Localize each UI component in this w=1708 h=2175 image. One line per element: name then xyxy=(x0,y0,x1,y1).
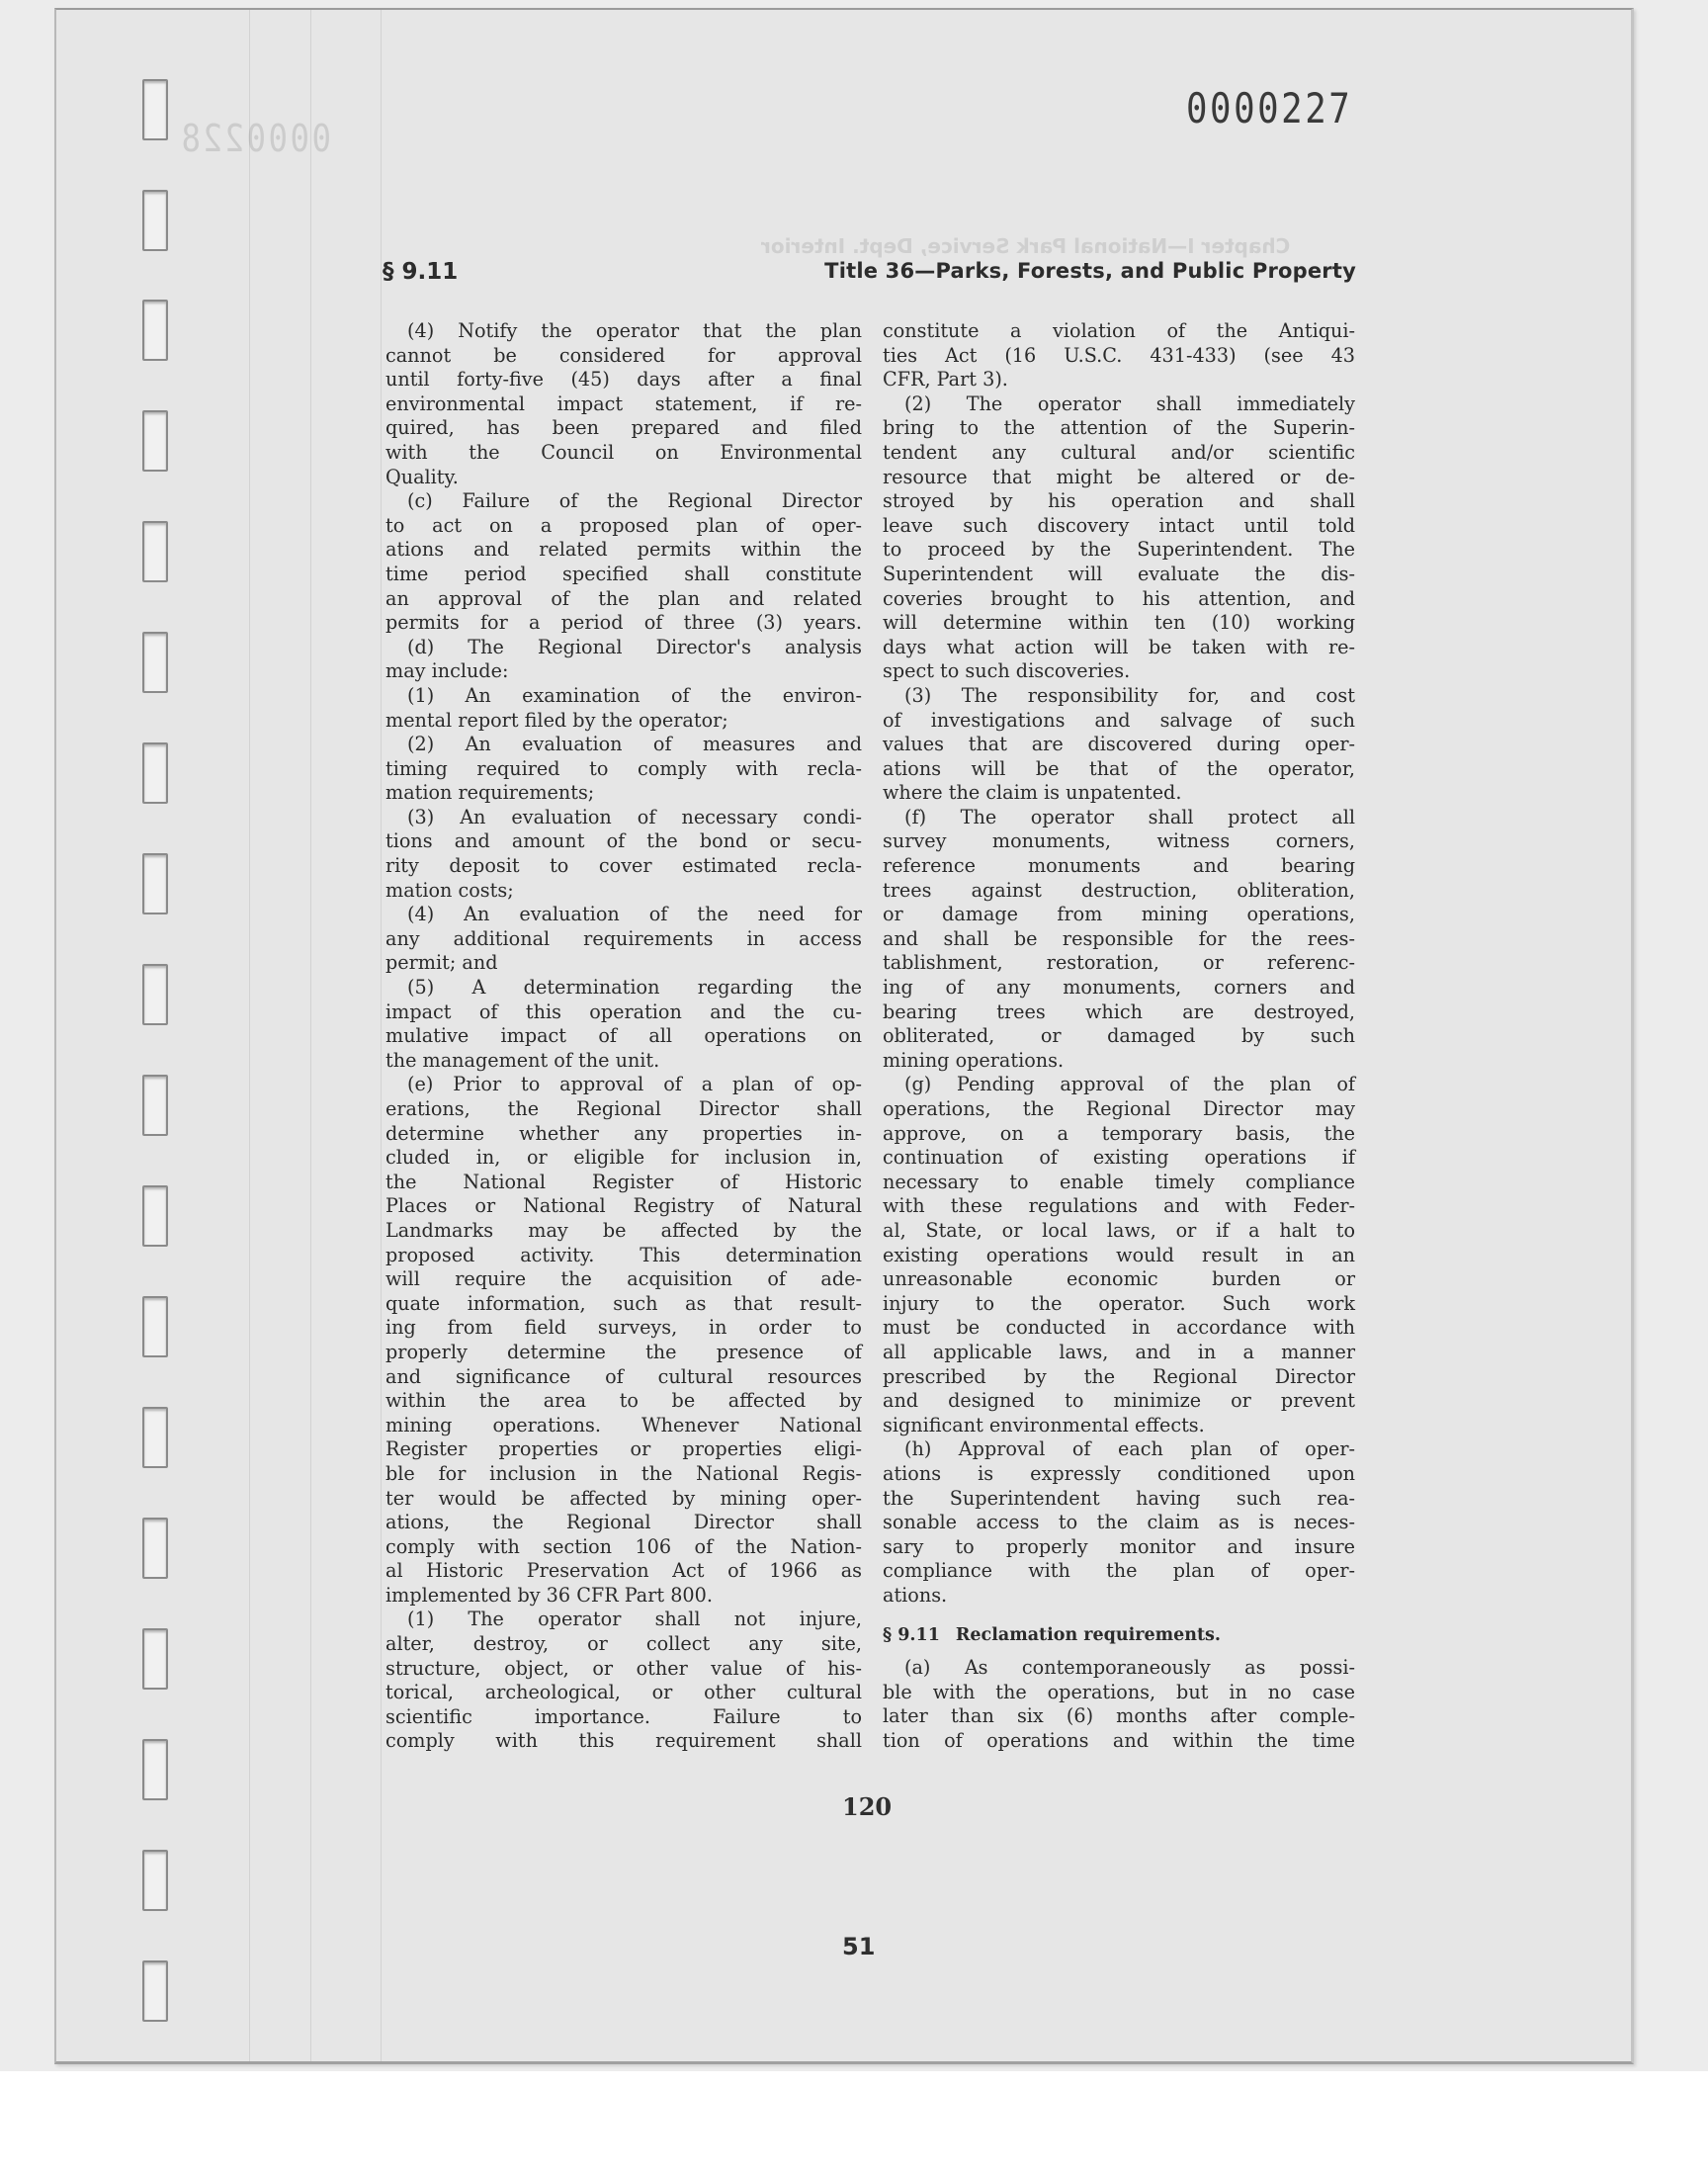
text-line: with the Council on Environmental xyxy=(385,440,862,464)
bates-stamp-number: 0000227 xyxy=(1186,84,1353,132)
text-line: (d) The Regional Director's analysis xyxy=(407,635,862,658)
text-line: (3) An evaluation of necessary condi- xyxy=(407,805,862,828)
right-column-lower-text xyxy=(883,1656,1355,1753)
text-line: ble for inclusion in the National Regis- xyxy=(385,1461,862,1485)
text-line: trees against destruction, obliteration, xyxy=(883,878,1355,902)
text-line: existing operations would result in an xyxy=(883,1243,1355,1266)
left-text-column xyxy=(385,319,862,1754)
text-line: mining operations. xyxy=(883,1048,1065,1072)
text-line: permit; and xyxy=(385,951,498,975)
text-line: (2) The operator shall immediately xyxy=(904,392,1355,415)
text-line: mation requirements; xyxy=(385,781,595,805)
text-line: (4) Notify the operator that the plan xyxy=(407,319,862,342)
text-line: reference monuments and bearing xyxy=(883,854,1355,878)
text-line: ties Act (16 U.S.C. 431-433) (see 43 xyxy=(883,343,1355,367)
text-line: (a) As contemporaneously as possi- xyxy=(904,1656,1355,1680)
text-line: survey monuments, witness corners, xyxy=(883,829,1355,853)
binder-page-number: 51 xyxy=(842,1933,876,1960)
text-line: unreasonable economic burden or xyxy=(883,1267,1355,1291)
text-line: (2) An evaluation of measures and xyxy=(407,733,862,756)
text-line: Places or National Registry of Natural xyxy=(385,1194,862,1218)
text-line: and significance of cultural resources xyxy=(385,1364,862,1388)
text-line: continuation of existing operations if xyxy=(883,1146,1355,1170)
text-line: quired, has been prepared and filed xyxy=(385,416,862,440)
text-line: spect to such discoveries. xyxy=(883,659,1131,683)
bleed-through-header: Chapter I—National Park Service, Dept. Interior xyxy=(761,234,1291,258)
text-line: approve, on a temporary basis, the xyxy=(883,1121,1355,1145)
section-heading-number: § 9.11 xyxy=(883,1625,940,1646)
text-line: all applicable laws, and in a manner xyxy=(883,1340,1355,1363)
text-line: (f) The operator shall protect all xyxy=(904,805,1355,828)
text-line: quate information, such as that result- xyxy=(385,1291,862,1315)
text-line: permits for a period of three (3) years. xyxy=(385,611,862,635)
text-line: may include: xyxy=(385,659,509,683)
binder-punch-hole xyxy=(142,1739,168,1800)
text-line: of investigations and salvage of such xyxy=(883,708,1355,732)
text-line: coveries brought to his attention, and xyxy=(883,586,1355,610)
text-line: or damage from mining operations, xyxy=(883,903,1355,926)
text-line: sary to properly monitor and insure xyxy=(883,1534,1355,1558)
binder-punch-hole xyxy=(142,410,168,472)
page-fold-line xyxy=(310,10,311,2061)
text-line: must be conducted in accordance with xyxy=(883,1316,1355,1340)
text-line: ations, the Regional Director shall xyxy=(385,1511,862,1534)
text-line: any additional requirements in access xyxy=(385,926,862,950)
binder-punch-hole xyxy=(142,1960,168,2022)
text-line: ing of any monuments, corners and xyxy=(883,976,1355,1000)
binder-punch-hole xyxy=(142,1185,168,1247)
text-line: implemented by 36 CFR Part 800. xyxy=(385,1583,713,1607)
section-heading xyxy=(883,1623,1355,1648)
text-line: environmental impact statement, if re- xyxy=(385,392,862,415)
text-line: values that are discovered during oper- xyxy=(883,733,1355,756)
text-line: comply with this requirement shall xyxy=(385,1729,862,1753)
text-line: (5) A determination regarding the xyxy=(407,976,862,1000)
text-line: timing required to comply with recla- xyxy=(385,756,862,780)
text-line: an approval of the plan and related xyxy=(385,586,862,610)
text-line: cannot be considered for approval xyxy=(385,343,862,367)
text-line: (3) The responsibility for, and cost xyxy=(904,683,1355,707)
text-line: proposed activity. This determination xyxy=(385,1243,862,1266)
text-line: within the area to be affected by xyxy=(385,1389,862,1413)
text-line: constitute a violation of the Antiqui- xyxy=(883,319,1355,342)
text-line: al, State, or local laws, or if a halt to xyxy=(883,1218,1355,1242)
binder-punch-hole xyxy=(142,300,168,361)
text-line: later than six (6) months after comple- xyxy=(883,1704,1355,1728)
text-line: structure, object, or other value of his- xyxy=(385,1656,862,1680)
page-fold-line xyxy=(381,10,382,2061)
text-line: will require the acquisition of ade- xyxy=(385,1267,862,1291)
binder-punch-hole xyxy=(142,1850,168,1911)
header-title: Title 36—Parks, Forests, and Public Property xyxy=(824,259,1356,283)
text-line: to proceed by the Superintendent. The xyxy=(883,538,1355,562)
running-header xyxy=(383,259,1356,289)
binder-punch-hole xyxy=(142,632,168,693)
text-line: until forty-five (45) days after a final xyxy=(385,368,862,392)
text-line: torical, archeological, or other cultural xyxy=(385,1681,862,1704)
binder-punch-hole xyxy=(142,853,168,914)
binder-punch-hole xyxy=(142,79,168,140)
text-line: injury to the operator. Such work xyxy=(883,1291,1355,1315)
text-line: ations and related permits within the xyxy=(385,538,862,562)
text-line: properly determine the presence of xyxy=(385,1340,862,1363)
text-line: ble with the operations, but in no case xyxy=(883,1680,1355,1703)
text-line: time period specified shall constitute xyxy=(385,562,862,585)
text-line: the National Register of Historic xyxy=(385,1170,862,1193)
text-line: prescribed by the Regional Director xyxy=(883,1364,1355,1388)
text-line: the Superintendent having such rea- xyxy=(883,1486,1355,1510)
text-line: significant environmental effects. xyxy=(883,1413,1205,1436)
binder-punch-hole xyxy=(142,1628,168,1690)
right-text-column xyxy=(883,319,1355,1753)
page-fold-line xyxy=(249,10,250,2061)
text-line: tion of operations and within the time xyxy=(883,1728,1355,1752)
text-line: leave such discovery intact until told xyxy=(883,513,1355,537)
binder-punch-hole xyxy=(142,964,168,1025)
text-line: ations. xyxy=(883,1583,948,1607)
binder-punch-hole xyxy=(142,1296,168,1357)
text-line: mation costs; xyxy=(385,878,514,902)
text-line: stroyed by his operation and shall xyxy=(883,489,1355,513)
text-line: rity deposit to cover estimated recla- xyxy=(385,854,862,878)
text-line: ations will be that of the operator, xyxy=(883,756,1355,780)
text-line: and shall be responsible for the rees- xyxy=(883,926,1355,950)
text-line: mining operations. Whenever National xyxy=(385,1413,862,1436)
header-section-number: § 9.11 xyxy=(383,259,459,285)
text-line: tions and amount of the bond or secu- xyxy=(385,829,862,853)
binder-punch-hole xyxy=(142,1518,168,1579)
text-line: tendent any cultural and/or scientific xyxy=(883,440,1355,464)
text-line: where the claim is unpatented. xyxy=(883,781,1182,805)
text-line: (4) An evaluation of the need for xyxy=(407,903,862,926)
text-line: scientific importance. Failure to xyxy=(385,1704,862,1728)
text-line: (1) An examination of the environ- xyxy=(407,683,862,707)
text-line: sonable access to the claim as is neces- xyxy=(883,1511,1355,1534)
binder-punch-hole xyxy=(142,190,168,251)
text-line: resource that might be altered or de- xyxy=(883,465,1355,488)
text-line: the management of the unit. xyxy=(385,1048,660,1072)
text-line: CFR, Part 3). xyxy=(883,368,1008,392)
binder-punch-hole xyxy=(142,1075,168,1136)
text-line: comply with section 106 of the Nation- xyxy=(385,1534,862,1558)
text-line: will determine within ten (10) working xyxy=(883,611,1355,635)
text-line: and designed to minimize or prevent xyxy=(883,1389,1355,1413)
text-line: (h) Approval of each plan of oper- xyxy=(904,1437,1355,1461)
text-line: (g) Pending approval of the plan of xyxy=(904,1073,1355,1096)
text-line: tablishment, restoration, or referenc- xyxy=(883,951,1355,975)
section-heading-title: Reclamation requirements. xyxy=(955,1625,1221,1646)
text-line: determine whether any properties in- xyxy=(385,1121,862,1145)
text-line: Landmarks may be affected by the xyxy=(385,1218,862,1242)
text-line: operations, the Regional Director may xyxy=(883,1097,1355,1120)
text-line: al Historic Preservation Act of 1966 as xyxy=(385,1559,862,1583)
text-line: ing from field surveys, in order to xyxy=(385,1316,862,1340)
text-line: Register properties or properties eligi- xyxy=(385,1437,862,1461)
text-line: impact of this operation and the cu- xyxy=(385,1000,862,1023)
text-line: mental report filed by the operator; xyxy=(385,708,728,732)
right-column-upper-text xyxy=(883,319,1355,1608)
text-line: bring to the attention of the Superin- xyxy=(883,416,1355,440)
text-line: days what action will be taken with re- xyxy=(883,635,1355,658)
page-number: 120 xyxy=(842,1792,893,1821)
text-line: bearing trees which are destroyed, xyxy=(883,1000,1355,1023)
text-line: to act on a proposed plan of oper- xyxy=(385,513,862,537)
text-line: Superintendent will evaluate the dis- xyxy=(883,562,1355,585)
text-line: erations, the Regional Director shall xyxy=(385,1097,862,1120)
text-line: cluded in, or eligible for inclusion in, xyxy=(385,1146,862,1170)
text-line: with these regulations and with Feder- xyxy=(883,1194,1355,1218)
bleed-through-stamp: 0000228 xyxy=(179,117,331,160)
text-line: Quality. xyxy=(385,465,459,488)
text-line: (c) Failure of the Regional Director xyxy=(407,489,862,513)
text-line: obliterated, or damaged by such xyxy=(883,1024,1355,1048)
binder-punch-hole xyxy=(142,1407,168,1468)
text-line: ter would be affected by mining oper- xyxy=(385,1486,862,1510)
text-line: (1) The operator shall not injure, xyxy=(407,1608,862,1631)
text-line: necessary to enable timely compliance xyxy=(883,1170,1355,1193)
binder-punch-hole xyxy=(142,742,168,804)
text-line: compliance with the plan of oper- xyxy=(883,1559,1355,1583)
text-line: ations is expressly conditioned upon xyxy=(883,1461,1355,1485)
text-line: (e) Prior to approval of a plan of op- xyxy=(407,1073,862,1096)
text-line: alter, destroy, or collect any site, xyxy=(385,1632,862,1656)
text-line: mulative impact of all operations on xyxy=(385,1024,862,1048)
binder-punch-hole xyxy=(142,521,168,582)
